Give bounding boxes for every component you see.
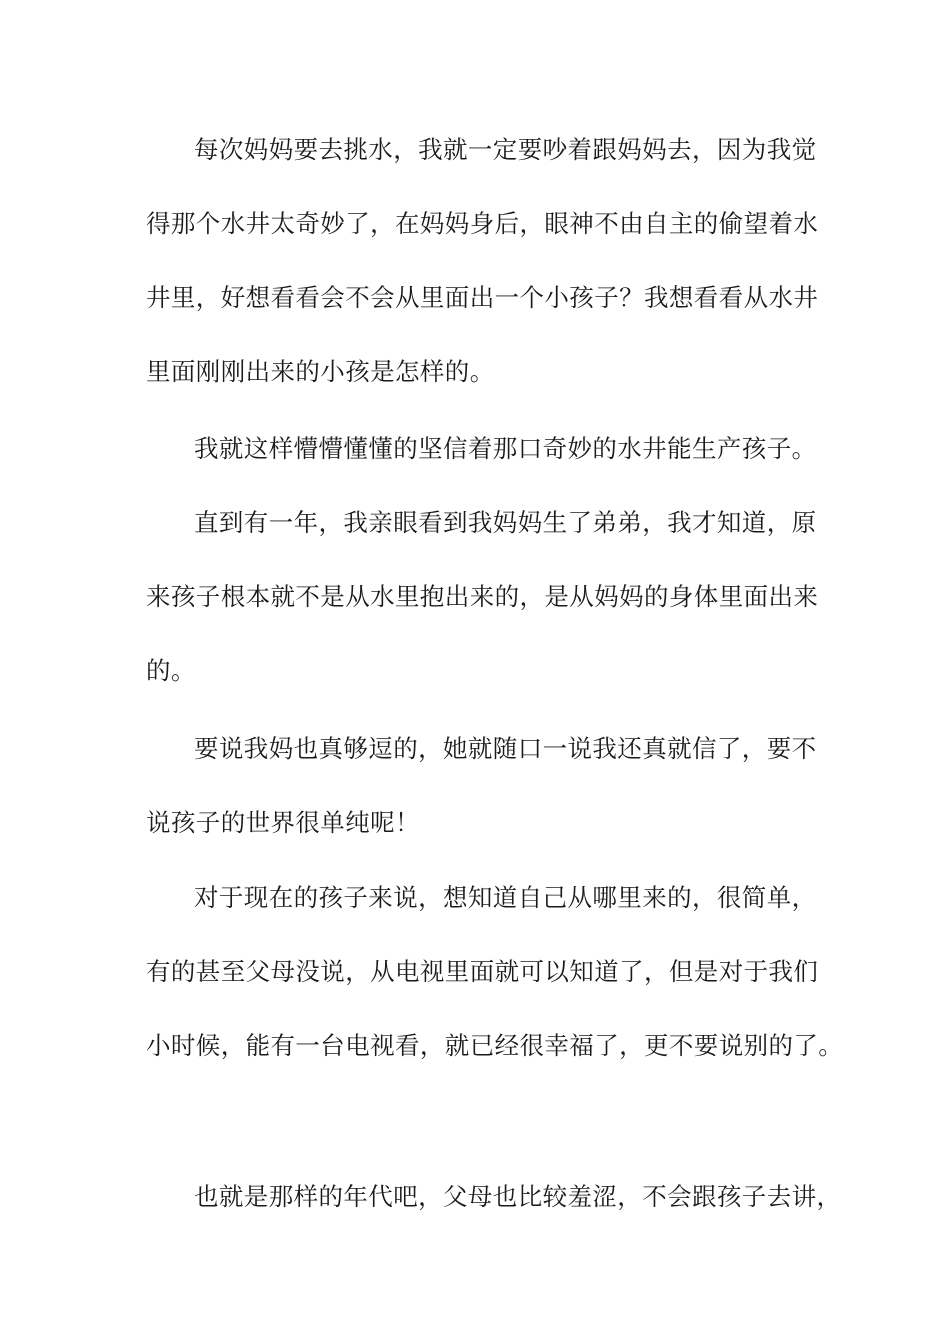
paragraph-4-line-2: 说孩子的世界很单纯呢！ <box>146 808 420 837</box>
paragraph-3-line-2: 来孩子根本就不是从水里抱出来的，是从妈妈的身体里面出来 <box>146 582 819 611</box>
paragraph-1-line-3: 井里，好想看看会不会从里面出一个小孩子？我想看看从水井 <box>146 283 819 312</box>
paragraph-3-line-3: 的。 <box>146 656 196 685</box>
paragraph-5-line-3: 小时候，能有一台电视看，就已经很幸福了，更不要说别的了。 <box>146 1031 844 1060</box>
paragraph-1-line-1: 每次妈妈要去挑水，我就一定要吵着跟妈妈去，因为我觉 <box>194 135 817 164</box>
paragraph-1-line-4: 里面刚刚出来的小孩是怎样的。 <box>146 357 495 386</box>
paragraph-4-line-1: 要说我妈也真够逗的，她就随口一说我还真就信了，要不 <box>194 734 817 763</box>
paragraph-5-line-1: 对于现在的孩子来说，想知道自己从哪里来的，很简单， <box>194 883 817 912</box>
paragraph-6-line-1: 也就是那样的年代吧，父母也比较羞涩，不会跟孩子去讲， <box>194 1182 842 1211</box>
paragraph-5-line-2: 有的甚至父母没说，从电视里面就可以知道了，但是对于我们 <box>146 957 819 986</box>
paragraph-3-line-1: 直到有一年，我亲眼看到我妈妈生了弟弟，我才知道，原 <box>194 508 817 537</box>
paragraph-2-line-1: 我就这样懵懵懂懂的坚信着那口奇妙的水井能生产孩子。 <box>194 434 817 463</box>
paragraph-1-line-2: 得那个水井太奇妙了，在妈妈身后，眼神不由自主的偷望着水 <box>146 209 819 238</box>
